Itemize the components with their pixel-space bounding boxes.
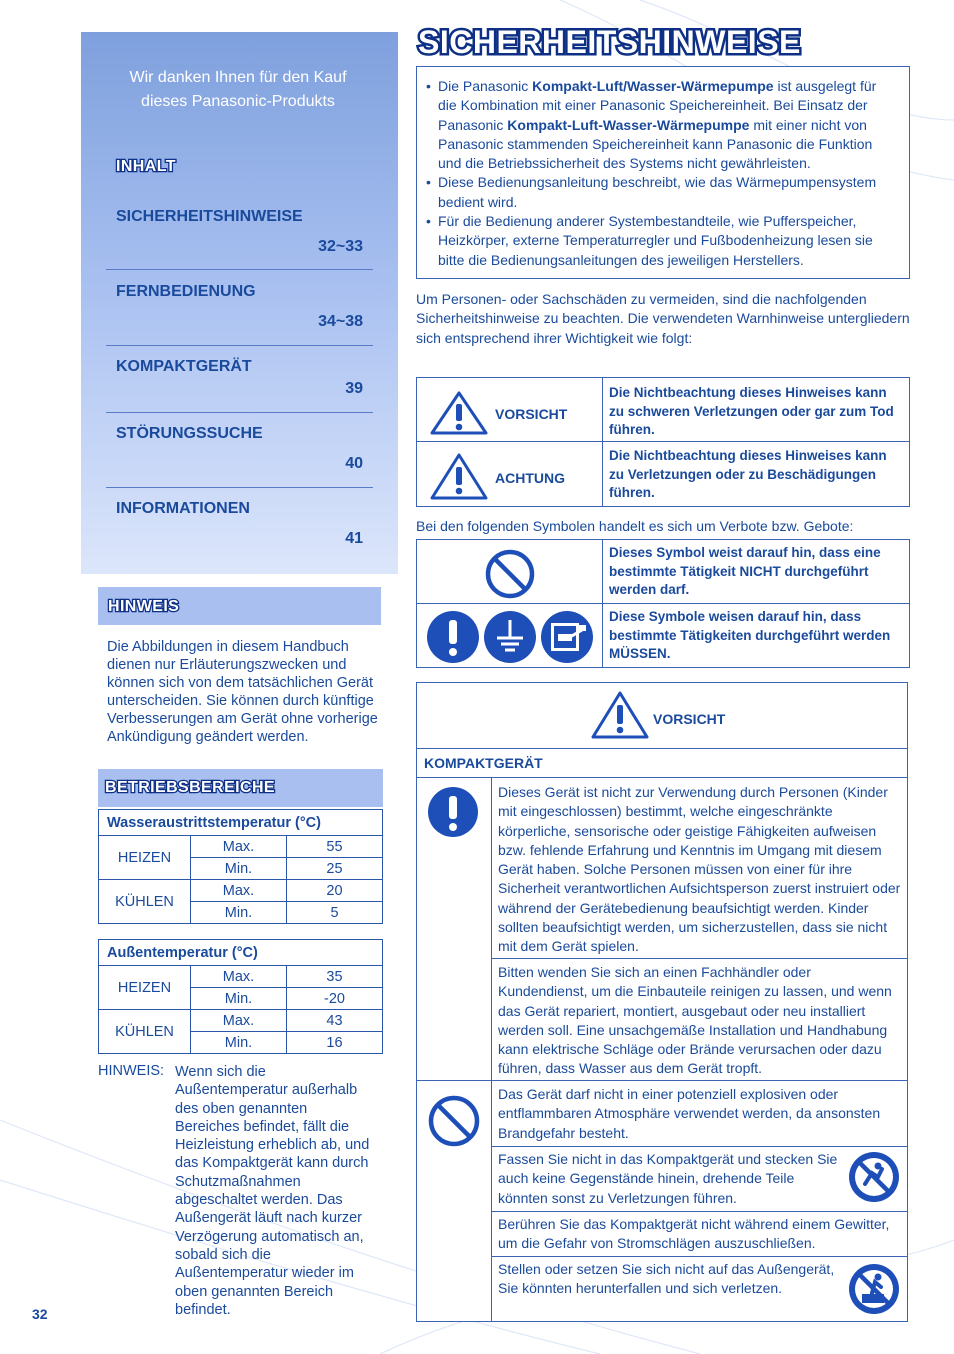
thanks-message <box>90 66 386 114</box>
product-name: Kompakt-Luft-Wasser-Wärmepumpe <box>507 116 750 133</box>
intro-text: Die Panasonic <box>438 78 533 94</box>
note-label: HINWEIS: <box>98 1063 165 1079</box>
toc-page: 32~33 <box>318 238 363 255</box>
vorsicht-word: VORSICHT <box>653 711 726 727</box>
intro-text: mit einer nicht von Panasonic stammenden Speichereinheit kann Panasonic die Funktion und die Betriebssicherheit des Systems nicht gewährleisten. <box>438 116 873 172</box>
intro-box <box>416 66 910 279</box>
no-standing-on-unit-icon <box>848 1263 900 1315</box>
mode-cell: HEIZEN <box>99 836 191 880</box>
safety-paragraph-1: Dieses Gerät ist nicht zur Verwendung durch Personen (Kinder mit eingeschlossen) bestimmt, welche eingeschränkte körperliche, sensorische oder geistige Fähigkeiten aufweisen bzw. fehlende Erfahrung und Kenntnis im Umgang mit diesem Gerät haben. Solche Personen müssen von einer für ihre Sicherheit verantwortlichen Aufsichtsperson zuerst instruiert oder während der Gerätebedienung beaufsichtigt werden. Kinder sollten beaufsichtigt werden, um sicherzustellen, dass sie nicht mit dem Gerät spielen. <box>498 784 901 955</box>
limit-label: Min. <box>191 1032 287 1054</box>
intro-bullet-1 <box>426 77 897 173</box>
signal-word: VORSICHT <box>495 406 568 422</box>
prohibition-icon <box>427 1094 481 1148</box>
divider <box>491 1146 907 1147</box>
warning-intro-text: Um Personen- oder Sachschäden zu vermeiden, sind die nachfolgenden Sicherheitshinweise zu beachten. Die verwendeten Warnhinweise untergliedern sich entsprechend ihrer Wichtigkeit wie folgt: <box>416 291 910 346</box>
toc-item-informationen[interactable] <box>106 492 373 562</box>
exclamation-mandatory-icon <box>427 786 479 838</box>
toc-item-sicherheitshinweise[interactable] <box>106 200 373 270</box>
inhalt-heading: INHALT <box>116 158 176 175</box>
table-row <box>99 836 383 858</box>
hinweis-heading: HINWEIS <box>108 598 180 615</box>
limit-label: Min. <box>191 858 287 880</box>
symbols-table <box>416 539 910 668</box>
symbol-row-prohibition <box>416 539 910 604</box>
limit-value: 55 <box>287 836 383 858</box>
page-title: SICHERHEITSHINWEISE <box>418 24 801 60</box>
intro-bullet-2: • Diese Bedienungsanleitung beschreibt, wie das Wärmepumpensystem bedient wird. <box>426 173 897 212</box>
table-header: Außentemperatur (°C) <box>99 940 383 966</box>
outdoor-temperature-table <box>98 939 383 1054</box>
limit-value: 25 <box>287 858 383 880</box>
table-row <box>99 966 383 988</box>
divider <box>491 1256 907 1257</box>
toc-label: INFORMATIONEN <box>116 500 250 517</box>
toc-label: STÖRUNGSSUCHE <box>116 425 263 442</box>
safety-paragraph-6: Stellen oder setzen Sie sich nicht auf das Außengerät, Sie könnten herunterfallen und sich verletzen. <box>498 1261 835 1297</box>
intro-bullet-3: • Für die Bedienung anderer Systembestandteile, wie Pufferspeicher, Heizkörper, externe Temperaturregler und Fußbodenheizung lesen sie bitte die Bedienungsanleitungen des jeweiligen Herstellers. <box>426 212 897 270</box>
column-divider <box>491 777 492 1322</box>
toc-label: FERNBEDIENUNG <box>116 283 256 300</box>
limit-label: Max. <box>191 966 287 988</box>
toc-label: SICHERHEITSHINWEISE <box>116 208 303 225</box>
signal-left-cell <box>417 442 603 506</box>
signal-description: Die Nichtbeachtung dieses Hinweises kann zu schweren Verletzungen oder gar zum Tod führen. <box>609 385 894 437</box>
signal-left-cell <box>417 378 603 441</box>
divider <box>491 958 907 959</box>
divider <box>417 1080 907 1081</box>
limit-value: 16 <box>287 1032 383 1054</box>
no-hand-insertion-icon <box>848 1151 900 1203</box>
unplug-power-icon <box>540 610 594 664</box>
toc-page: 41 <box>345 530 363 547</box>
symbol-left-cell <box>417 540 603 603</box>
signal-word: ACHTUNG <box>495 470 565 486</box>
table-row <box>99 1010 383 1032</box>
betriebsbereiche-heading: BETRIEBSBEREICHE <box>105 779 275 796</box>
limit-value: 20 <box>287 880 383 902</box>
thanks-line-2: dieses Panasonic-Produkts <box>141 93 335 110</box>
earth-ground-icon <box>483 610 537 664</box>
limit-label: Max. <box>191 836 287 858</box>
exclamation-mandatory-icon <box>426 610 480 664</box>
symbol-row-mandatory <box>416 603 910 668</box>
limit-label: Min. <box>191 902 287 924</box>
limit-value: 5 <box>287 902 383 924</box>
mode-cell: KÜHLEN <box>99 880 191 924</box>
note-text: Wenn sich die Außentemperatur außerhalb des oben genannten Bereiches befindet, fällt die Heizleistung erheblich ab, und das Kompaktgerät kann durch Schutzmaßnahmen abgeschaltet werden. Das Außengerät läuft nach kurzer Verzögerung automatisch an, sobald sich die Außentemperatur wieder im oben genannten Bereich befindet. <box>175 1064 370 1318</box>
limit-value: 43 <box>287 1010 383 1032</box>
symbols-intro-text: Bei den folgenden Symbolen handelt es sich um Verbote bzw. Gebote: <box>416 518 854 534</box>
thanks-line-1: Wir danken Ihnen für den Kauf <box>129 69 347 86</box>
table-header: Wasseraustrittstemperatur (°C) <box>99 810 383 836</box>
toc-item-stoerungssuche[interactable] <box>106 417 373 488</box>
section-heading: KOMPAKTGERÄT <box>424 755 543 771</box>
product-name: Kompakt-Luft/Wasser-Wärmepumpe <box>532 78 774 94</box>
divider <box>417 748 907 749</box>
hinweis-text: Die Abbildungen in diesem Handbuch dienen nur Erläuterungszwecken und können sich von dem tatsächlichen Gerät unterscheiden. Sie können durch künftige Verbesserungen am Gerät ohne vorherige Ankündigung geändert werden. <box>107 639 378 745</box>
limit-value: 35 <box>287 966 383 988</box>
signal-row-vorsicht <box>416 377 910 442</box>
symbol-description: Diese Symbole weisen darauf hin, dass bestimmte Tätigkeiten durchgeführt werden MÜSSEN. <box>609 609 891 661</box>
prohibition-icon <box>484 548 536 600</box>
toc-page: 39 <box>345 380 363 397</box>
limit-value: -20 <box>287 988 383 1010</box>
safety-paragraph-3: Das Gerät darf nicht in einer potenziell explosiven oder entflammbaren Atmosphäre verwendet werden, da ansonsten Brandgefahr besteht. <box>498 1086 881 1141</box>
safety-paragraph-2: Bitten wenden Sie sich an einen Fachhändler oder Kundendienst, um die Einbauteile reinigen zu lassen, und wenn das Gerät repariert, montiert, ausgebaut oder neu installiert werden soll. Eine unsachgemäße Installation und Handhabung kann elektrische Schläge oder Brände verursachen oder dazu führen, dass Wasser aus dem Gerät tropft. <box>498 964 892 1077</box>
table-row <box>99 880 383 902</box>
warning-triangle-icon <box>429 451 489 501</box>
warning-triangle-icon <box>429 390 489 436</box>
vorsicht-panel <box>416 682 908 1322</box>
divider <box>491 1211 907 1212</box>
safety-paragraph-5: Berühren Sie das Kompaktgerät nicht während einem Gewitter, um die Gefahr von Stromschlägen auszuschließen. <box>498 1216 890 1252</box>
signal-row-achtung <box>416 441 910 507</box>
limit-label: Max. <box>191 880 287 902</box>
toc-label: KOMPAKTGERÄT <box>116 358 252 375</box>
signal-description: Die Nichtbeachtung dieses Hinweises kann zu Verletzungen oder zu Beschädigungen führen. <box>609 448 887 500</box>
toc-item-kompaktgeraet[interactable] <box>106 350 373 413</box>
toc-page: 34~38 <box>318 313 363 330</box>
page-number: 32 <box>32 1306 48 1322</box>
warning-triangle-icon <box>590 689 650 741</box>
signal-word-table <box>416 377 910 508</box>
symbol-description: Dieses Symbol weist darauf hin, dass eine bestimmte Tätigkeit NICHT durchgeführt werden darf. <box>609 545 881 597</box>
toc-page: 40 <box>345 455 363 472</box>
mode-cell: HEIZEN <box>99 966 191 1010</box>
mode-cell: KÜHLEN <box>99 1010 191 1054</box>
safety-paragraph-4: Fassen Sie nicht in das Kompaktgerät und stecken Sie auch keine Gegenstände hinein, drehende Teile könnten sonst zu Verletzungen führen. <box>498 1151 838 1206</box>
symbol-left-cell <box>417 604 603 667</box>
toc-item-fernbedienung[interactable] <box>106 275 373 346</box>
intro-text: ist ausgelegt für die Kombination mit einer Panasonic Speichereinheit. Bei Einsatz der Panasonic <box>438 78 877 133</box>
limit-label: Max. <box>191 1010 287 1032</box>
water-temperature-table <box>98 809 383 924</box>
limit-label: Min. <box>191 988 287 1010</box>
